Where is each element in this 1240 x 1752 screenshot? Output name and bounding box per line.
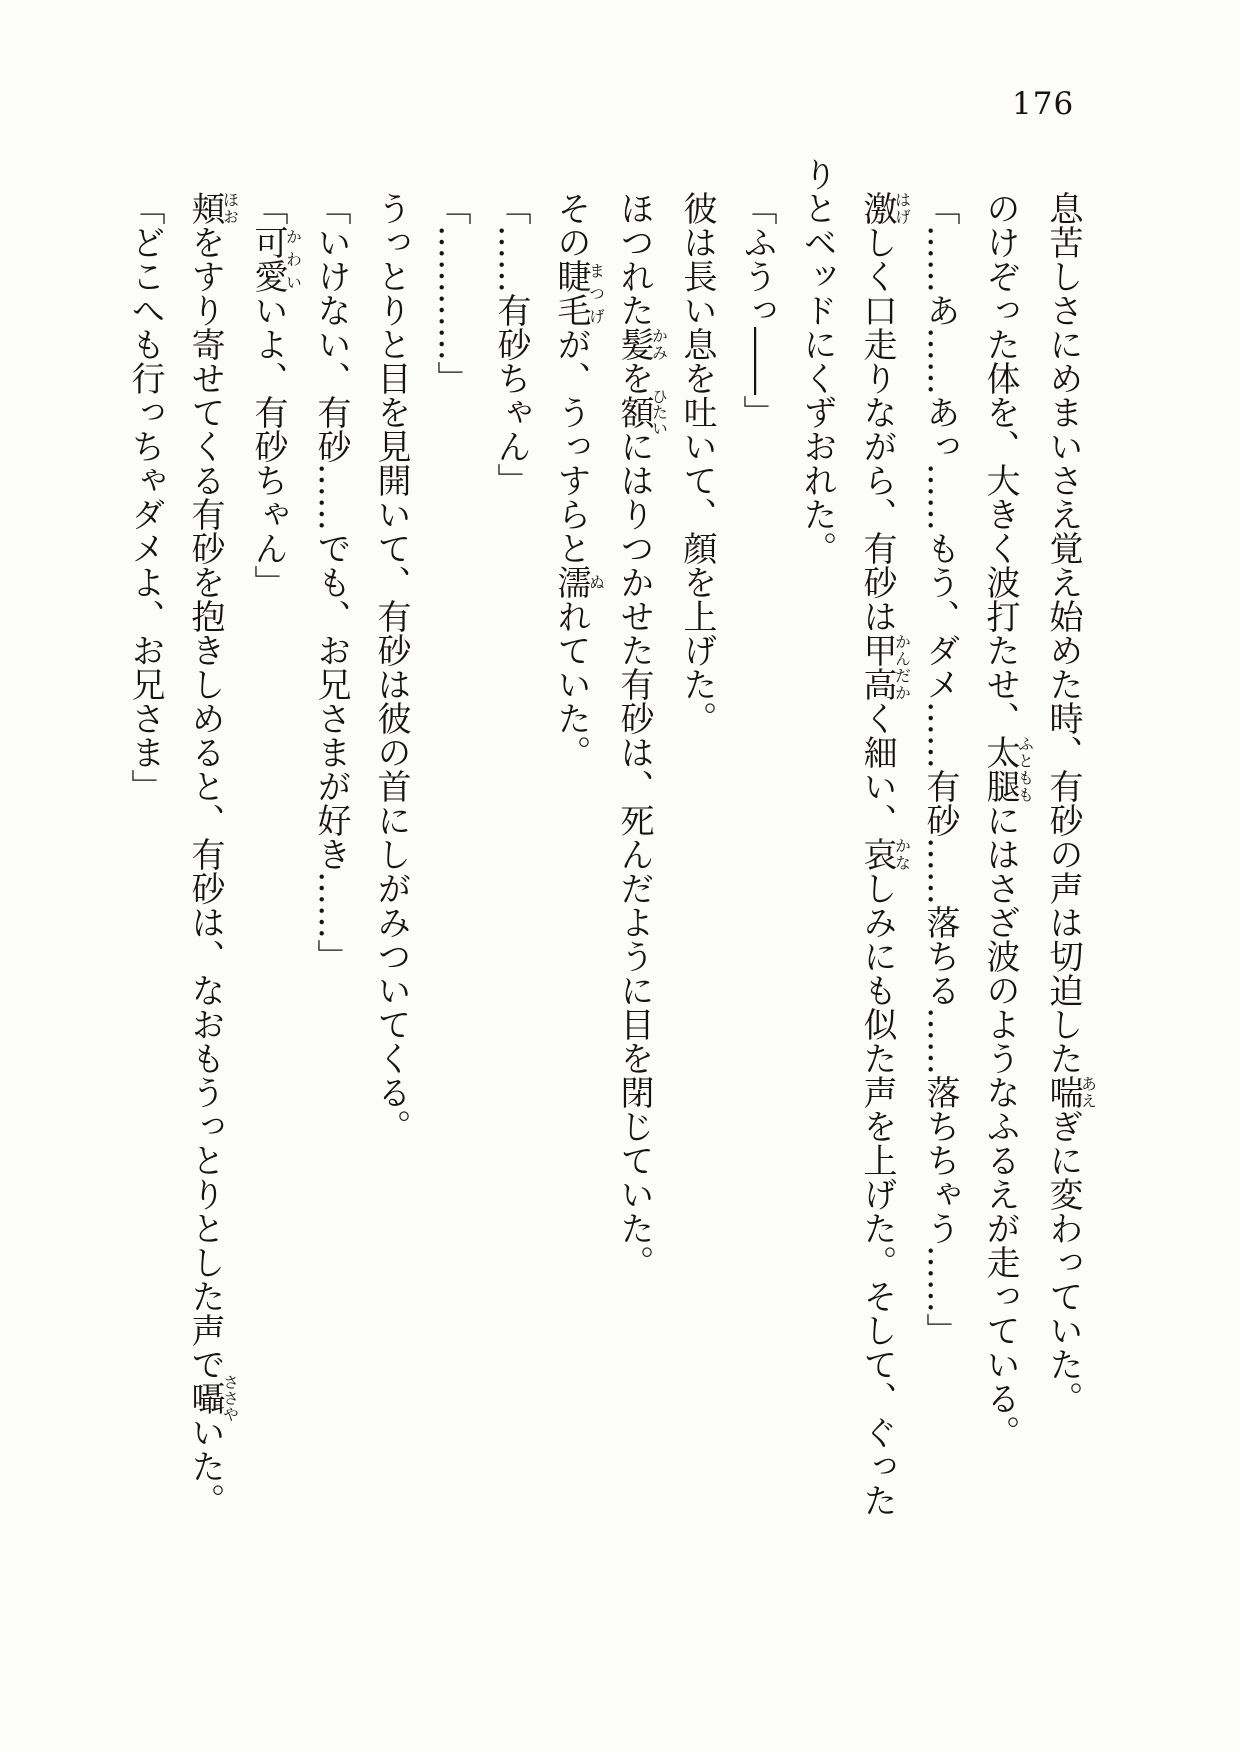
furigana-ruby: 喘あえ — [1043, 1075, 1098, 1109]
text-line: うっとりと目を見開いて、有砂は彼の首にしがみついてくる。 — [371, 191, 411, 1143]
furigana-ruby: 髪かみ — [614, 327, 669, 361]
text-line: 「いけない、有砂……でも、お兄さまが好き……」 — [311, 191, 351, 973]
text-line: ほつれた髪かみを額ひたいにはりつかせた有砂は、死んだように目を閉じていた。 — [614, 191, 669, 1279]
text-line: 息苦しさにめまいさえ覚え始めた時、有砂の声は切迫した喘あえぎに変わっていた。 — [1043, 191, 1098, 1415]
text-line: 激はげしく口走りながら、有砂は甲高かんだかく細い、哀かなしみにも似た声を上げた。そして、ぐったりとベッドにくずおれた。 — [797, 157, 912, 1517]
furigana-ruby: 哀かな — [857, 837, 912, 871]
page-number: 176 — [1012, 86, 1075, 122]
text-line: 頬ほおをすり寄せてくる有砂を抱きしめると、有砂は、なおもうっとりとした声で囁ささやいた。 — [185, 191, 240, 1517]
text-line: 「どこへも行っちゃダメよ、お兄さま」 — [125, 191, 165, 803]
furigana-ruby: 囁ささや — [185, 1374, 240, 1422]
text-line: 「……有砂ちゃん」 — [491, 191, 531, 497]
furigana-ruby: 睫毛まつげ — [551, 259, 606, 327]
text-line: その睫毛まつげが、うっすらと濡ぬれていた。 — [551, 191, 606, 769]
text-line: のけぞった体を、大きく波打たせ、太腿ふとももにはさざ波のようなふるえが走っている。 — [980, 191, 1035, 1449]
furigana-ruby: 濡ぬ — [551, 565, 606, 599]
furigana-ruby: 頬ほお — [185, 191, 240, 225]
text-line: 彼は長い息を吐いて、顔を上げた。 — [677, 191, 717, 735]
text-line: 「可愛かわいいよ、有砂ちゃん」 — [248, 191, 303, 599]
text-line: 「…………」 — [431, 191, 471, 395]
vertical-text-block — [115, 157, 1096, 1539]
furigana-ruby: 額ひたい — [614, 388, 669, 436]
text-line: 「……あ……あっ……もう、ダメ……有砂……落ちる……落ちちゃう……」 — [920, 191, 960, 1347]
furigana-ruby: 激はげ — [857, 191, 912, 225]
furigana-ruby: 甲高かんだか — [857, 633, 912, 701]
text-line: 「ふうっ――」 — [737, 191, 777, 429]
furigana-ruby: 太腿ふともも — [980, 735, 1035, 803]
furigana-ruby: 可愛かわい — [248, 225, 303, 293]
